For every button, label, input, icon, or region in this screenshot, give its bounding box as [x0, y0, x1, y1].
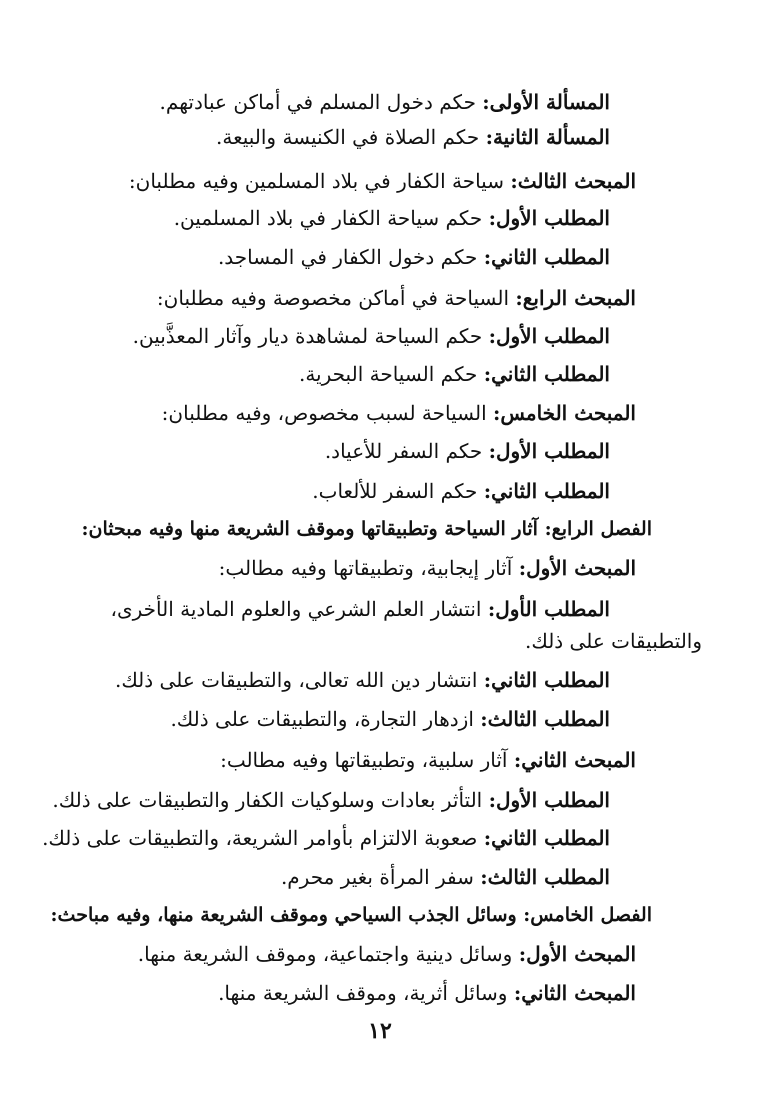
- toc-entry: [220, 745, 636, 775]
- entry-heading: المطلب الثاني:: [483, 245, 610, 269]
- entry-text: حكم السياحة البحرية.: [298, 362, 484, 386]
- toc-entry: [216, 122, 610, 152]
- toc-entry: [219, 553, 636, 583]
- entry-text: صعوبة الالتزام بأوامر الشريعة، والتطبيقات على ذلك.: [42, 826, 484, 850]
- entry-text: حكم السياحة لمشاهدة ديار وآثار المعذَّبين.: [132, 324, 489, 348]
- entry-text: حكم دخول المسلم في أماكن عبادتهم.: [159, 90, 483, 114]
- entry-text: حكم الصلاة في الكنيسة والبيعة.: [215, 125, 486, 149]
- entry-text: السياحة في أماكن مخصوصة وفيه مطلبان:: [156, 286, 516, 310]
- entry-heading: المبحث الثاني:: [513, 748, 636, 772]
- toc-entry: [129, 166, 636, 196]
- toc-entry: [82, 514, 652, 544]
- entry-text: سفر المرأة بغير محرم.: [280, 865, 481, 889]
- entry-text: انتشار دين الله تعالى، والتطبيقات على ذلك.: [114, 668, 484, 692]
- entry-heading: المطلب الثاني:: [483, 668, 610, 692]
- entry-text: سياحة الكفار في بلاد المسلمين وفيه مطلبان:: [128, 169, 511, 193]
- entry-heading: المبحث الثالث:: [510, 169, 636, 193]
- toc-entry: [138, 939, 636, 969]
- entry-heading: المبحث الأول:: [518, 556, 636, 580]
- entry-heading: المطلب الأول:: [488, 206, 610, 230]
- entry-heading: المطلب الأول:: [487, 597, 610, 621]
- toc-entry: [218, 242, 610, 272]
- toc-entry: [218, 978, 636, 1008]
- entry-text: حكم السفر للألعاب.: [312, 479, 484, 503]
- entry-text: ازدهار التجارة، والتطبيقات على ذلك.: [170, 707, 481, 731]
- entry-text: التأثر بعادات وسلوكيات الكفار والتطبيقات على ذلك.: [52, 788, 489, 812]
- toc-entry: [312, 476, 610, 506]
- toc-entry: [52, 785, 610, 815]
- page-number: ١٢: [368, 1018, 392, 1044]
- entry-heading: المبحث الأول:: [518, 942, 636, 966]
- entry-text: حكم سياحة الكفار في بلاد المسلمين.: [173, 206, 489, 230]
- entry-heading: المطلب الأول:: [488, 439, 610, 463]
- entry-heading: المطلب الثاني:: [483, 826, 610, 850]
- toc-entry: [133, 321, 610, 351]
- toc-entry: [174, 203, 610, 233]
- entry-heading: المطلب الثاني:: [483, 479, 610, 503]
- entry-heading: المبحث الثاني:: [513, 981, 636, 1005]
- entry-text: وسائل دينية واجتماعية، وموقف الشريعة منها.: [137, 942, 519, 966]
- toc-entry: [111, 594, 610, 624]
- entry-heading: المطلب الأول:: [488, 788, 610, 812]
- entry-text: آثار إيجابية، وتطبيقاتها وفيه مطالب:: [218, 556, 519, 580]
- toc-entry: [115, 665, 610, 695]
- entry-heading: المطلب الأول:: [488, 324, 610, 348]
- entry-heading: المسألة الأولى:: [482, 90, 610, 114]
- entry-heading: المطلب الثالث:: [480, 865, 610, 889]
- entry-heading: المبحث الرابع:: [515, 286, 636, 310]
- entry-heading: الفصل الرابع:: [544, 518, 652, 540]
- entry-text: حكم دخول الكفار في المساجد.: [217, 245, 484, 269]
- entry-heading: المبحث الخامس:: [492, 401, 636, 425]
- entry-heading: الفصل الخامس:: [523, 904, 652, 926]
- entry-heading: المطلب الثاني:: [483, 362, 610, 386]
- entry-text: وسائل أثرية، وموقف الشريعة منها.: [218, 981, 514, 1005]
- toc-entry: [157, 283, 636, 313]
- toc-entry-continuation: والتطبيقات على ذلك.: [524, 629, 702, 653]
- entry-text: آثار السياحة وتطبيقاتها وموقف الشريعة منها وفيه مبحثان:: [81, 518, 545, 540]
- entry-text: آثار سلبية، وتطبيقاتها وفيه مطالب:: [220, 748, 514, 772]
- entry-text: انتشار العلم الشرعي والعلوم المادية الأخرى،: [110, 597, 488, 621]
- entry-text: السياحة لسبب مخصوص، وفيه مطلبان:: [161, 401, 493, 425]
- toc-entry: [325, 436, 610, 466]
- toc-entry: [281, 862, 610, 892]
- entry-text: حكم السفر للأعياد.: [324, 439, 489, 463]
- toc-entry: [160, 87, 610, 117]
- entry-text: وسائل الجذب السياحي وموقف الشريعة منها، وفيه مباحث:: [50, 904, 524, 926]
- toc-entry: [51, 900, 652, 930]
- toc-entry: [162, 398, 636, 428]
- toc-entry: [170, 704, 610, 734]
- entry-heading: المسألة الثانية:: [485, 125, 610, 149]
- toc-entry: [299, 359, 610, 389]
- entry-heading: المطلب الثالث:: [480, 707, 610, 731]
- toc-entry: [42, 823, 610, 853]
